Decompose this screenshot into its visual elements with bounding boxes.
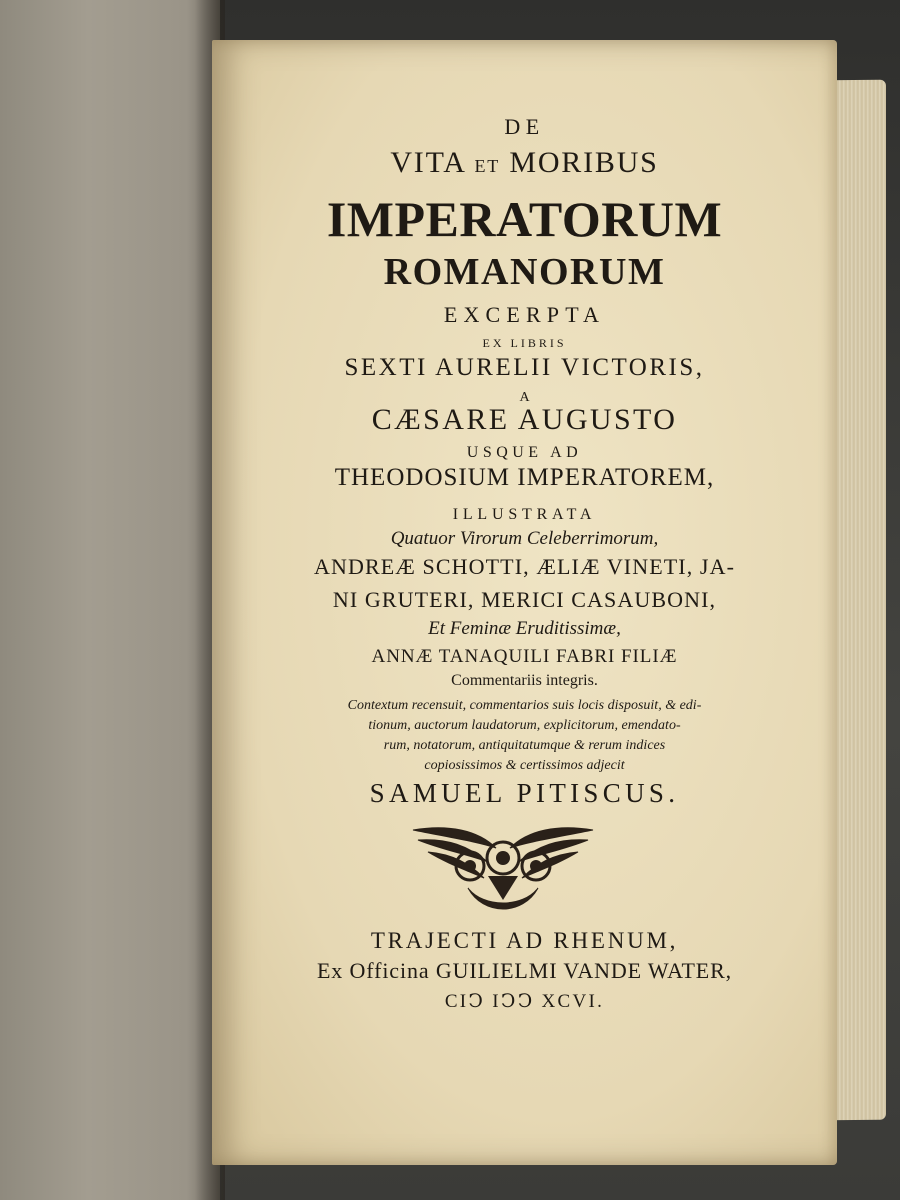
title-line-caesare: CÆSARE AUGUSTO (371, 403, 678, 436)
title-line-imperatorum: IMPERATORUM (326, 191, 723, 247)
title-line-annae: ANNÆ TANAQUILI FABRI FILIÆ (371, 646, 678, 667)
title-line-theodosium: THEODOSIUM IMPERATOREM, (334, 464, 715, 491)
floral-ornament-icon (408, 818, 598, 918)
title-line-context-3: rum, notatorum, antiquitatumque & rerum indices (383, 738, 666, 753)
imprint-line-officina: Ex Officina GUILIELMI VANDE WATER, (316, 958, 733, 983)
title-line-de: DE (504, 114, 545, 139)
title-line-quatuor: Quatuor Virorum Celeberrimorum, (390, 528, 659, 549)
left-cover-board (0, 0, 220, 1200)
title-line-samuel: SAMUEL PITISCUS. (369, 778, 680, 808)
title-line-ex-libris: EX LIBRIS (482, 336, 567, 350)
word-vita: VITA (390, 146, 466, 179)
word-et: ET (474, 156, 501, 176)
title-line-illustrata: ILLUSTRATA (452, 506, 597, 523)
title-line-usque: USQUE AD (466, 444, 583, 461)
title-line-context-4: copiosissimos & certissimos adjecit (424, 758, 625, 773)
word-moribus: MORIBUS (509, 146, 659, 179)
title-line-excerpta: EXCERPTA (443, 302, 606, 327)
title-line-context-1: Contextum recensuit, commentarios suis locis disposuit, & edi- (347, 698, 702, 713)
title-line-vita (212, 146, 837, 180)
title-line-commentariis: Commentariis integris. (451, 672, 598, 689)
title-line-romanorum: ROMANORUM (383, 251, 666, 293)
imprint-line-trajecti: TRAJECTI AD RHENUM, (370, 928, 679, 953)
title-line-context-2: tionum, auctorum laudatorum, explicitorum, emendato- (368, 718, 681, 733)
title-line-a: A (519, 390, 530, 405)
title-line-feminae: Et Feminæ Eruditissimæ, (428, 618, 621, 639)
title-line-sexti: SEXTI AURELII VICTORIS, (344, 354, 705, 381)
title-line-gruteri: NI GRUTERI, MERICI CASAUBONI, (332, 587, 717, 612)
imprint-line-date: CIↃ IↃↃ XCVI. (444, 991, 605, 1012)
title-text-block (212, 40, 837, 1165)
title-line-andreae: ANDREÆ SCHOTTI, ÆLIÆ VINETI, JA- (314, 554, 735, 579)
